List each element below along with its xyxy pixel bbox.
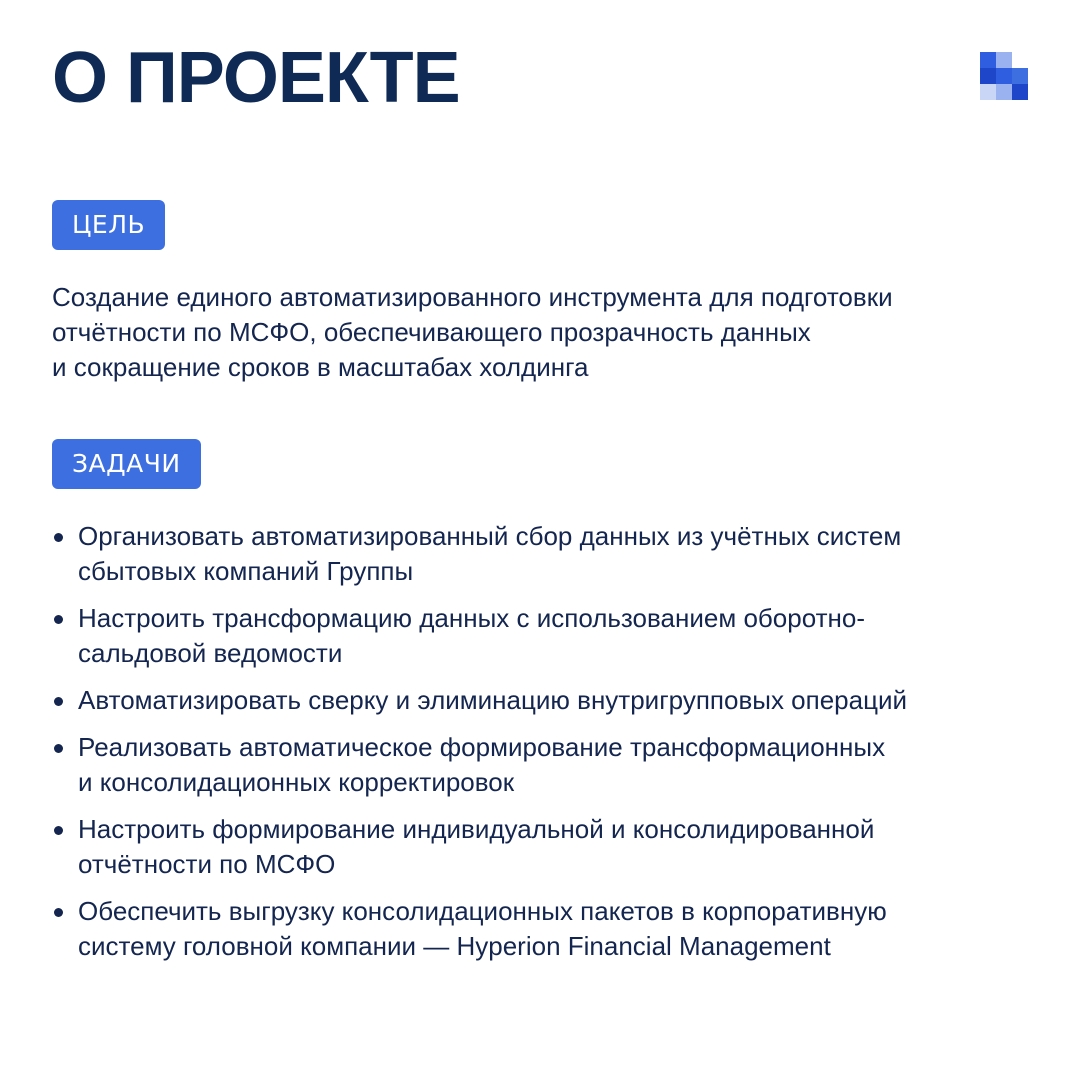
- pixel-grid-logo-icon: [980, 52, 1028, 100]
- task-line: и консолидационных корректировок: [78, 767, 515, 797]
- task-line: отчётности по МСФО: [78, 849, 336, 879]
- goal-line: отчётности по МСФО, обеспечивающего прозрачность данных: [52, 317, 811, 347]
- task-item: [52, 601, 1032, 671]
- task-item: [52, 683, 1032, 718]
- goal-line: Создание единого автоматизированного инструмента для подготовки: [52, 282, 893, 312]
- tasks-tag: ЗАДАЧИ: [52, 439, 201, 489]
- task-line: Обеспечить выгрузку консолидационных пакетов в корпоративную: [78, 896, 887, 926]
- task-line: Реализовать автоматическое формирование трансформационных: [78, 732, 886, 762]
- task-item: [52, 894, 1032, 964]
- goal-description: [52, 280, 1012, 385]
- task-line: Организовать автоматизированный сбор данных из учётных систем: [78, 521, 902, 551]
- task-line: систему головной компании — Hyperion Financial Management: [78, 931, 831, 961]
- task-line: сбытовых компаний Группы: [78, 556, 414, 586]
- goal-line: и сокращение сроков в масштабах холдинга: [52, 352, 589, 382]
- tasks-list: [52, 519, 1032, 976]
- task-line: Настроить формирование индивидуальной и консолидированной: [78, 814, 875, 844]
- task-line: Автоматизировать сверку и элиминацию внутригрупповых операций: [78, 685, 908, 715]
- task-item: [52, 730, 1032, 800]
- goal-tag: ЦЕЛЬ: [52, 200, 165, 250]
- task-line: сальдовой ведомости: [78, 638, 343, 668]
- task-line: Настроить трансформацию данных с использованием оборотно-: [78, 603, 865, 633]
- task-item: [52, 812, 1032, 882]
- page-title: О ПРОЕКТЕ: [52, 38, 460, 118]
- task-item: [52, 519, 1032, 589]
